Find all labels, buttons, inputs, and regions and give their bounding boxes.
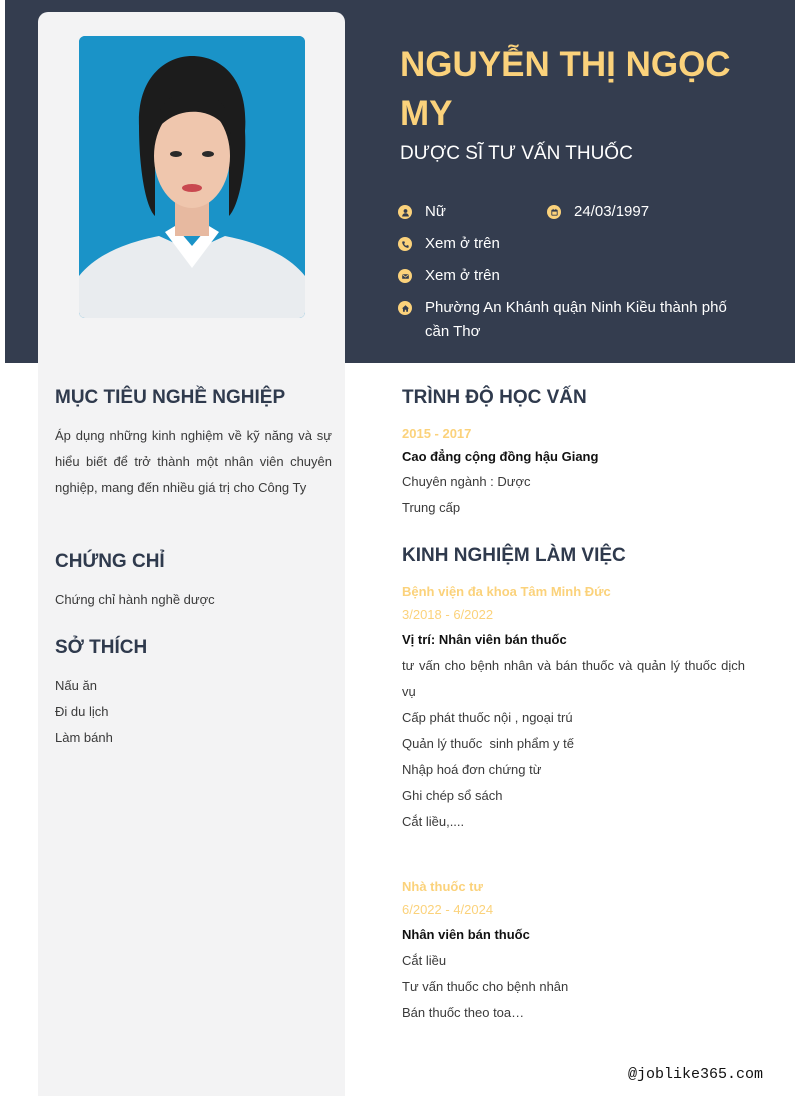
phone-icon (398, 237, 412, 251)
job-position: Nhân viên bán thuốc (402, 927, 530, 942)
job-position: Vị trí: Nhân viên bán thuốc (402, 632, 567, 647)
certificates-heading: CHỨNG CHỈ (55, 551, 165, 572)
phone-value: Xem ở trên (425, 235, 500, 252)
calendar-icon (547, 205, 561, 219)
job-duty: Bán thuốc theo toa… (402, 1005, 525, 1020)
job-period: 3/2018 - 6/2022 (402, 607, 494, 622)
objective-heading: MỤC TIÊU NGHỀ NGHIỆP (55, 387, 286, 408)
certificates-list (55, 587, 332, 613)
phone-row (398, 232, 500, 256)
job-duty: Quản lý thuốc sinh phẩm y tế (402, 736, 574, 751)
home-icon (398, 301, 412, 315)
hobbies-heading: SỞ THÍCH (55, 637, 148, 658)
job-company: Bệnh viện đa khoa Tâm Minh Đức (402, 584, 611, 599)
education-heading: TRÌNH ĐỘ HỌC VẤN (402, 387, 587, 408)
education-block (402, 423, 745, 521)
education-period: 2015 - 2017 (402, 426, 472, 441)
job-duty: Cắt liều (402, 953, 447, 968)
hobbies-list (55, 673, 332, 751)
email-value: Xem ở trên (425, 267, 500, 284)
education-level: Trung cấp (402, 500, 461, 515)
person-icon (398, 205, 412, 219)
gender-row (398, 200, 446, 224)
address-row (398, 296, 753, 344)
gender-value: Nữ (425, 203, 446, 220)
job-duty: Ghi chép sổ sách (402, 788, 503, 803)
job-duty: Nhập hoá đơn chứng từ (402, 762, 542, 777)
job-title: DƯỢC SĨ TƯ VẤN THUỐC (400, 143, 633, 164)
dob-value: 24/03/1997 (574, 203, 650, 220)
hobby-item: Nấu ăn (55, 678, 97, 693)
envelope-icon (398, 269, 412, 283)
job-duty: Cắt liều,.... (402, 814, 465, 829)
hobby-item: Đi du lịch (55, 704, 109, 719)
email-row (398, 264, 500, 288)
job-period: 6/2022 - 4/2024 (402, 902, 494, 917)
job-duty: Cấp phát thuốc nội , ngoại trú (402, 710, 573, 725)
job-entry-1 (402, 581, 745, 835)
dob-row (547, 200, 649, 224)
job-company: Nhà thuốc tư (402, 879, 483, 894)
education-school: Cao đẳng cộng đồng hậu Giang (402, 449, 599, 464)
job-duty: tư vấn cho bệnh nhân và bán thuốc và quản lý thuốc dịch vụ (402, 658, 745, 699)
profile-photo (79, 36, 305, 318)
hobby-item: Làm bánh (55, 730, 113, 745)
education-major: Chuyên ngành : Dược (402, 474, 531, 489)
job-duty: Tư vấn thuốc cho bệnh nhân (402, 979, 569, 994)
certificate-item: Chứng chỉ hành nghề dược (55, 592, 215, 607)
job-entry-2 (402, 876, 745, 1026)
experience-heading: KINH NGHIỆM LÀM VIỆC (402, 545, 626, 566)
watermark: @joblike365.com (628, 1066, 764, 1083)
candidate-name: NGUYỄN THỊ NGỌC MY (400, 45, 731, 133)
address-value: Phường An Khánh quận Ninh Kiều thành phố cần Thơ (425, 299, 727, 340)
objective-text: Áp dụng những kinh nghiệm về kỹ năng và sự hiểu biết để trở thành một nhân viên chuyên nghiệp, mang đến nhiều giá trị cho Công Ty (55, 428, 332, 495)
